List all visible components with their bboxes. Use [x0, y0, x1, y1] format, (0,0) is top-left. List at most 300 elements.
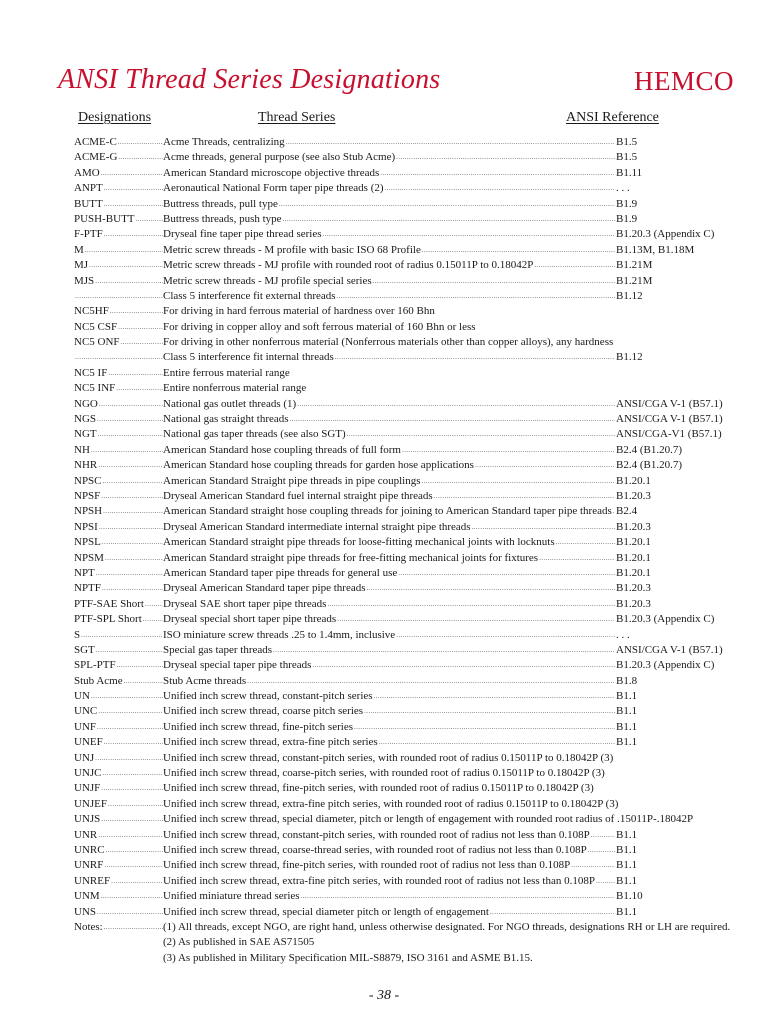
thread-series-cell: [163, 674, 615, 689]
designation-text: UNJF: [74, 782, 101, 795]
ansi-reference-cell: B1.1: [616, 690, 638, 703]
thread-series-cell: [163, 458, 615, 473]
table-row: [74, 397, 754, 412]
dot-leader: [116, 658, 163, 673]
thread-series-cell: [163, 751, 763, 766]
header-designations: Designations: [78, 110, 152, 125]
designation-cell: [74, 535, 163, 550]
designation-text: UNF: [74, 720, 97, 733]
thread-series-text: Dryseal American Standard fuel internal straight pipe threads: [163, 489, 433, 502]
dot-leader: [282, 212, 615, 227]
thread-series-cell: [163, 166, 615, 181]
ansi-reference-cell: B1.20.3: [616, 489, 651, 502]
designation-text: NGS: [74, 413, 97, 426]
dot-leader: [103, 735, 163, 750]
table-row: [74, 520, 754, 535]
designation-text: MJ: [74, 259, 89, 272]
ansi-reference-cell: ANSI/CGA-V1 (B57.1): [616, 428, 722, 441]
thread-series-text: Unified miniature thread series: [163, 890, 300, 903]
table-row: [74, 274, 754, 289]
thread-series-cell: [163, 366, 615, 381]
dot-leader: [346, 427, 615, 442]
dot-leader: [538, 551, 615, 566]
table-row: [74, 166, 754, 181]
table-row: [74, 258, 754, 273]
dot-leader: [372, 274, 615, 289]
ansi-reference-cell: B1.10: [616, 890, 643, 903]
ansi-reference-cell: B1.12: [616, 289, 643, 302]
table-row: [74, 920, 754, 935]
table-row: [74, 874, 754, 889]
designation-cell: [74, 889, 163, 904]
thread-series-text: For driving in hard ferrous material of hardness over 160 Bhn: [163, 305, 435, 318]
designation-cell: [74, 689, 163, 704]
designation-text: NPSF: [74, 489, 101, 502]
designation-cell: [74, 905, 163, 920]
ansi-reference-cell: B1.20.1: [616, 536, 651, 549]
ansi-reference-cell: B2.4 (B1.20.7): [616, 459, 682, 472]
thread-series-cell: [163, 889, 615, 904]
table-row: [74, 350, 754, 365]
thread-series-text: Stub Acme threads: [163, 674, 247, 687]
dot-leader: [104, 551, 163, 566]
ansi-reference-cell: B1.9: [616, 212, 638, 225]
designation-cell: [74, 412, 163, 427]
thread-series-text: Unified inch screw thread, extra-fine pitch series, with rounded root of radius not less than 0.108P: [163, 874, 595, 887]
designation-text: NPSM: [74, 551, 104, 564]
dot-leader: [123, 674, 163, 689]
designation-cell: [74, 258, 163, 273]
designation-cell: [74, 766, 163, 781]
thread-series-cell: [163, 797, 763, 812]
thread-series-cell: [163, 566, 615, 581]
thread-series-text: Unified inch screw thread, constant-pitch series: [163, 690, 373, 703]
ansi-reference-cell: B1.12: [616, 351, 643, 364]
ansi-reference-cell: B1.13M, B1.18M: [616, 243, 695, 256]
thread-series-cell: [163, 535, 615, 550]
ansi-reference-cell: B1.1: [616, 874, 638, 887]
table-row: [74, 643, 754, 658]
thread-series-text: Unified inch screw thread, fine-pitch series, with rounded root of radius not less than 0.108P: [163, 859, 571, 872]
designation-cell: [74, 304, 163, 319]
designation-cell: [74, 397, 163, 412]
ansi-reference-cell: B1.11: [616, 166, 643, 179]
designation-text: NC5 IF: [74, 366, 108, 379]
designation-text: NPSL: [74, 536, 101, 549]
thread-series-cell: [163, 289, 615, 304]
ansi-reference-cell: B1.20.3 (Appendix C): [616, 228, 715, 241]
thread-series-cell: [163, 520, 615, 535]
dot-leader: [363, 704, 615, 719]
dot-leader: [96, 412, 163, 427]
designation-cell: [74, 150, 163, 165]
dot-leader: [120, 335, 163, 350]
thread-series-text: American Standard microscope objective threads: [163, 166, 380, 179]
designation-text: UNC: [74, 705, 98, 718]
page-title: ANSI Thread Series Designations: [58, 64, 441, 95]
designation-text: PUSH-BUTT: [74, 212, 135, 225]
thread-series-cell: [163, 812, 763, 827]
dot-leader: [135, 212, 163, 227]
dot-leader: [97, 704, 163, 719]
designation-cell: [74, 458, 163, 473]
designation-cell: [74, 751, 163, 766]
thread-series-text: Unified inch screw thread, constant-pitch series, with rounded root of radius 0.15011P to 0.18042P (3): [163, 751, 614, 764]
dot-leader: [102, 474, 163, 489]
thread-series-cell: [163, 197, 615, 212]
dot-leader: [397, 566, 615, 581]
ansi-reference-cell: B1.21M: [616, 274, 653, 287]
table-row: [74, 427, 754, 442]
table-row: [74, 535, 754, 550]
thread-series-text: American Standard hose coupling threads of full form: [163, 443, 401, 456]
thread-series-cell: [163, 720, 615, 735]
thread-series-cell: [163, 243, 615, 258]
thread-series-text: Unified inch screw thread, fine-pitch series, with rounded root of radius 0.15011P to 0.18042P (3): [163, 782, 594, 795]
designation-cell: [74, 520, 163, 535]
table-row: [74, 366, 754, 381]
table-row: [74, 766, 754, 781]
table-row: [74, 935, 754, 950]
designation-cell: [74, 489, 163, 504]
dot-leader: [353, 720, 615, 735]
table-row: [74, 843, 754, 858]
table-row: [74, 951, 754, 966]
dot-leader: [115, 381, 163, 396]
thread-series-cell: [163, 150, 615, 165]
thread-series-text: For driving in other nonferrous material (Nonferrous materials other than copper alloys), any hardness: [163, 336, 614, 349]
designation-cell: [74, 427, 163, 442]
dot-leader: [555, 535, 615, 550]
ansi-reference-cell: B1.20.3: [616, 597, 651, 610]
dot-leader: [336, 289, 615, 304]
designation-text: PTF-SPL Short: [74, 613, 142, 626]
thread-series-text: Dryseal SAE short taper pipe threads: [163, 597, 327, 610]
designation-text: M: [74, 243, 84, 256]
table-row: [74, 689, 754, 704]
designation-text: ANPT: [74, 182, 103, 195]
dot-leader: [289, 412, 615, 427]
dot-leader: [100, 781, 163, 796]
dot-leader: [100, 812, 163, 827]
dot-leader: [84, 243, 163, 258]
thread-series-cell: [163, 397, 615, 412]
designation-text: NC5HF: [74, 305, 109, 318]
designation-text: NPSI: [74, 520, 98, 533]
thread-series-text: Class 5 interference fit external threads: [163, 289, 336, 302]
table-row: [74, 304, 754, 319]
designation-cell: [74, 674, 163, 689]
dot-leader: [322, 227, 615, 242]
ansi-reference-cell: B1.1: [616, 905, 638, 918]
table-row: [74, 889, 754, 904]
table-row: [74, 227, 754, 242]
designation-cell: [74, 735, 163, 750]
ansi-reference-cell: . . .: [616, 182, 630, 195]
thread-series-text: American Standard taper pipe threads for general use: [163, 566, 398, 579]
thread-series-text: American Standard Straight pipe threads in pipe couplings: [163, 474, 421, 487]
designation-cell: [74, 212, 163, 227]
table-row: [74, 858, 754, 873]
thread-series-text: Entire ferrous material range: [163, 366, 290, 379]
designation-cell: [74, 920, 163, 935]
thread-series-cell: [163, 227, 615, 242]
designation-cell: [74, 197, 163, 212]
dot-leader: [96, 720, 163, 735]
dot-leader: [97, 458, 163, 473]
designation-cell: [74, 289, 163, 304]
thread-series-cell: [163, 920, 763, 935]
thread-series-text: Acme Threads, centralizing: [163, 136, 285, 148]
designation-text: UNREF: [74, 874, 111, 887]
designation-text: UNJ: [74, 751, 95, 764]
dot-leader: [94, 751, 163, 766]
designation-text: Stub Acme: [74, 674, 123, 687]
thread-series-text: National gas outlet threads (1): [163, 397, 297, 410]
dot-leader: [246, 674, 615, 689]
dot-leader: [334, 350, 615, 365]
table-row: [74, 674, 754, 689]
designation-cell: [74, 828, 163, 843]
designation-text: NC5 CSF: [74, 320, 118, 333]
designation-text: NH: [74, 443, 90, 456]
thread-series-cell: [163, 335, 763, 350]
designation-text: NC5 ONF: [74, 336, 120, 349]
designation-text: PTF-SAE Short: [74, 597, 144, 610]
designation-cell: [74, 227, 163, 242]
dot-leader: [90, 689, 163, 704]
designation-cell: [74, 643, 163, 658]
table-row: [74, 474, 754, 489]
table-row: [74, 612, 754, 627]
dot-leader: [595, 874, 615, 889]
brand-logo: HEMCO: [633, 66, 734, 96]
thread-series-text: ISO miniature screw threads .25 to 1.4mm, inclusive: [163, 628, 396, 641]
dot-leader: [74, 289, 163, 304]
dot-leader: [103, 858, 163, 873]
thread-series-cell: [163, 412, 615, 427]
designation-text: NPSH: [74, 505, 103, 518]
thread-series-text: Dryseal American Standard intermediate internal straight pipe threads: [163, 520, 471, 533]
thread-series-cell: [163, 628, 615, 643]
header-ansi-reference: ANSI Reference: [566, 110, 659, 125]
designation-cell: [74, 597, 163, 612]
table-row: [74, 212, 754, 227]
thread-series-text: American Standard straight pipe threads for loose-fitting mechanical joints with locknuts: [163, 536, 555, 549]
thread-series-text: Unified inch screw thread, coarse-thread series, with rounded root of radius not less than 0.108P: [163, 843, 587, 856]
thread-series-text: Metric screw threads - M profile with basic ISO 68 Profile: [163, 243, 421, 256]
table-row: [74, 905, 754, 920]
thread-series-cell: [163, 489, 615, 504]
thread-series-cell: [163, 828, 615, 843]
designation-text: ACME-G: [74, 151, 118, 164]
dot-leader: [98, 397, 163, 412]
dot-leader: [336, 612, 615, 627]
table-row: [74, 150, 754, 165]
dot-leader: [95, 566, 163, 581]
designation-text: AMO: [74, 166, 100, 179]
thread-series-cell: [163, 581, 615, 596]
thread-series-text: Dryseal special taper pipe threads: [163, 659, 312, 672]
designation-cell: [74, 443, 163, 458]
thread-series-cell: [163, 304, 615, 319]
designation-text: SPL-PTF: [74, 659, 116, 672]
thread-series-text: Unified inch screw thread, fine-pitch series: [163, 720, 353, 733]
dot-leader: [107, 797, 163, 812]
table-row: [74, 489, 754, 504]
thread-series-cell: [163, 874, 615, 889]
ansi-reference-cell: B1.1: [616, 843, 638, 856]
ansi-reference-cell: B1.9: [616, 197, 638, 210]
designation-text: UNRC: [74, 843, 105, 856]
thread-series-text: (1) All threads, except NGO, are right hand, unless otherwise designated. For NGO threads, designations RH or LH are required.: [163, 920, 731, 933]
thread-series-cell: [163, 781, 763, 796]
designation-text: UNM: [74, 890, 100, 903]
thread-series-cell: [163, 704, 615, 719]
dot-leader: [311, 658, 615, 673]
dot-leader: [96, 905, 163, 920]
dot-leader: [401, 443, 615, 458]
table-row: [74, 381, 754, 396]
ansi-reference-cell: B1.1: [616, 705, 638, 718]
designation-cell: [74, 551, 163, 566]
designation-cell: [74, 166, 163, 181]
ansi-reference-cell: ANSI/CGA V-1 (B57.1): [616, 413, 723, 426]
dot-leader: [102, 504, 163, 519]
designation-text: Notes:: [74, 920, 103, 933]
dot-leader: [117, 135, 163, 150]
ansi-reference-cell: B1.21M: [616, 259, 653, 272]
dot-leader: [74, 350, 163, 365]
thread-series-text: American Standard hose coupling threads for garden hose applications: [163, 459, 474, 472]
dot-leader: [110, 874, 163, 889]
dot-leader: [421, 474, 615, 489]
table-row: [74, 458, 754, 473]
thread-series-cell: [163, 766, 763, 781]
ansi-reference-cell: B1.20.3 (Appendix C): [616, 613, 715, 626]
dot-leader: [587, 843, 615, 858]
thread-series-text: National gas straight threads: [163, 413, 289, 426]
dot-leader: [272, 643, 615, 658]
designation-cell: [74, 812, 163, 827]
thread-series-text: Buttress threads, push type: [163, 212, 282, 225]
designations-table: [74, 135, 754, 966]
thread-series-text: American Standard straight pipe threads for free-fitting mechanical joints for fixtures: [163, 551, 539, 564]
thread-series-cell: [163, 181, 615, 196]
dot-leader: [103, 197, 163, 212]
designation-cell: [74, 566, 163, 581]
dot-leader: [100, 166, 163, 181]
thread-series-text: Unified inch screw thread, coarse-pitch series, with rounded root of radius 0.15011P to 0.18042P (3): [163, 767, 605, 780]
thread-series-cell: [163, 381, 615, 396]
ansi-reference-cell: B1.20.1: [616, 474, 651, 487]
designation-cell: [74, 335, 163, 350]
table-row: [74, 751, 754, 766]
dot-leader: [100, 889, 163, 904]
page-number: - 38 -: [368, 988, 400, 1003]
designation-cell: [74, 628, 163, 643]
thread-series-text: Unified inch screw thread, extra-fine pitch series: [163, 736, 378, 749]
dot-leader: [296, 397, 615, 412]
table-row: [74, 704, 754, 719]
dot-leader: [474, 458, 615, 473]
dot-leader: [378, 735, 615, 750]
designation-text: UN: [74, 690, 90, 703]
thread-series-cell: [163, 504, 615, 519]
thread-series-text: Special gas taper threads: [163, 643, 273, 656]
thread-series-cell: [163, 612, 615, 627]
thread-series-text: Dryseal special short taper pipe threads: [163, 613, 337, 626]
dot-leader: [373, 689, 615, 704]
designation-text: UNS: [74, 905, 97, 918]
designation-cell: [74, 843, 163, 858]
table-row: [74, 735, 754, 750]
thread-series-cell: [163, 427, 615, 442]
thread-series-text: Metric screw threads - MJ profile with rounded root of radius 0.15011P to 0.18042P: [163, 259, 534, 272]
dot-leader: [278, 197, 615, 212]
dot-leader: [471, 520, 615, 535]
designation-cell: [74, 935, 163, 950]
thread-series-text: Unified inch screw thread, special diameter pitch or length of engagement: [163, 905, 489, 918]
thread-series-cell: [163, 935, 763, 950]
designation-text: NPTF: [74, 582, 101, 595]
thread-series-cell: [163, 643, 615, 658]
thread-series-text: Aeronautical National Form taper pipe threads (2): [163, 182, 384, 195]
designation-text: ACME-C: [74, 136, 117, 148]
thread-series-cell: [163, 951, 763, 966]
designation-text: NPT: [74, 566, 95, 579]
thread-series-text: (3) As published in Military Specification MIL-S8879, ISO 3161 and ASME B1.15.: [163, 951, 533, 964]
ansi-reference-cell: B1.8: [616, 674, 638, 687]
thread-series-text: American Standard straight hose coupling threads for joining to American Standard taper pipe threads: [163, 505, 612, 518]
dot-leader: [103, 920, 163, 935]
table-row: [74, 335, 754, 350]
dot-leader: [100, 489, 163, 504]
thread-series-cell: [163, 320, 615, 335]
designation-text: BUTT: [74, 197, 103, 210]
ansi-reference-cell: B2.4 (B1.20.7): [616, 443, 682, 456]
ansi-reference-cell: B1.20.3 (Appendix C): [616, 659, 715, 672]
designation-cell: [74, 350, 163, 365]
table-row: [74, 566, 754, 581]
dot-leader: [144, 597, 163, 612]
designation-text: UNEF: [74, 736, 103, 749]
designation-cell: [74, 581, 163, 596]
dot-leader: [395, 628, 615, 643]
designation-text: F-PTF: [74, 228, 103, 241]
dot-leader: [107, 366, 163, 381]
dot-leader: [285, 135, 615, 150]
thread-series-cell: [163, 474, 615, 489]
table-row: [74, 504, 754, 519]
ansi-reference-cell: B1.1: [616, 859, 638, 872]
thread-series-text: Buttress threads, pull type: [163, 197, 278, 210]
header-thread-series: Thread Series: [258, 110, 336, 125]
designation-cell: [74, 874, 163, 889]
designation-text: NGO: [74, 397, 98, 410]
ansi-reference-cell: B1.1: [616, 720, 638, 733]
designation-text: UNR: [74, 828, 98, 841]
dot-leader: [117, 150, 163, 165]
designation-cell: [74, 366, 163, 381]
designation-text: NC5 INF: [74, 382, 116, 395]
dot-leader: [142, 612, 163, 627]
dot-leader: [395, 150, 615, 165]
designation-cell: [74, 504, 163, 519]
table-row: [74, 628, 754, 643]
designation-cell: [74, 181, 163, 196]
ansi-reference-cell: B2.4: [616, 505, 638, 518]
